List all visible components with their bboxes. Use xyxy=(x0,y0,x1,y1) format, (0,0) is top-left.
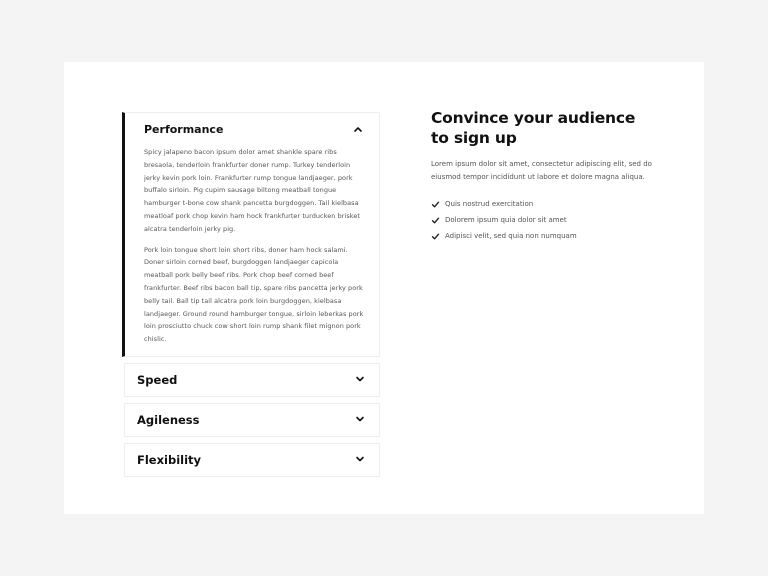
cta-description: Lorem ipsum dolor sit amet, consectetur adipiscing elit, sed do eiusmod tempor incididunt ut labore et dolore magna aliqua. xyxy=(431,160,652,181)
cta-heading xyxy=(431,108,661,148)
accordion-item-agileness[interactable] xyxy=(124,403,380,437)
checklist-text: Adipisci velit, sed quia non numquam xyxy=(445,232,577,240)
chevron-down-icon[interactable] xyxy=(355,415,367,425)
checklist-item xyxy=(431,228,661,244)
checklist-text: Dolorem ipsum quia dolor sit amet xyxy=(445,216,567,224)
cta-heading-line: to sign up xyxy=(431,129,517,147)
accordion-title: Performance xyxy=(144,123,224,136)
accordion-title: Speed xyxy=(137,372,178,387)
accordion-title: Agileness xyxy=(137,412,200,427)
accordion-item-flexibility[interactable] xyxy=(124,443,380,477)
accordion xyxy=(122,112,380,477)
check-icon xyxy=(431,216,440,225)
checklist-item xyxy=(431,196,661,212)
content-card xyxy=(64,62,704,514)
accordion-header-performance[interactable] xyxy=(144,123,365,136)
check-icon xyxy=(431,232,440,241)
chevron-up-icon[interactable] xyxy=(353,125,365,135)
accordion-paragraph: Spicy jalapeno bacon ipsum dolor amet shankle spare ribs bresaola, tenderloin frankfurter doner rump. Turkey tenderloin jerky kevin pork loin. Frankfurter rump tongue landjaeger, pork buffalo sirloin. Pig cupim sausage biltong meatball tongue hamburger t-bone cow shank pancetta burgdoggen. Tail kielbasa meatloaf pork chop kevin ham hock frankfurter turducken brisket alcatra tenderloin jerky pig. xyxy=(144,148,360,233)
chevron-down-icon[interactable] xyxy=(355,375,367,385)
accordion-item-performance xyxy=(122,112,380,357)
accordion-item-speed[interactable] xyxy=(124,363,380,397)
accordion-title: Flexibility xyxy=(137,452,202,467)
cta-heading-line: Convince your audience xyxy=(431,109,636,127)
checklist-item xyxy=(431,212,661,228)
accordion-paragraph: Pork loin tongue short loin short ribs, doner ham hock salami. Doner sirloin corned beef, burgdoggen landjaeger capicola meatball pork belly beef ribs. Pork chop beef corned beef frankfurter. Beef ribs bacon ball tip, spare ribs pancetta jerky pork belly tail. Ball tip tail alcatra pork loin burgdoggen, kielbasa landjaeger. Ground round hamburger tongue, sirloin leberkas pork loin prosciutto chuck cow short loin rump shank filet mignon pork chislic. xyxy=(144,245,364,344)
check-icon xyxy=(431,200,440,209)
chevron-down-icon[interactable] xyxy=(355,455,367,465)
checklist-text: Quis nostrud exercitation xyxy=(445,200,534,208)
checklist xyxy=(431,196,661,244)
cta-section xyxy=(431,108,661,244)
accordion-body xyxy=(144,146,365,346)
